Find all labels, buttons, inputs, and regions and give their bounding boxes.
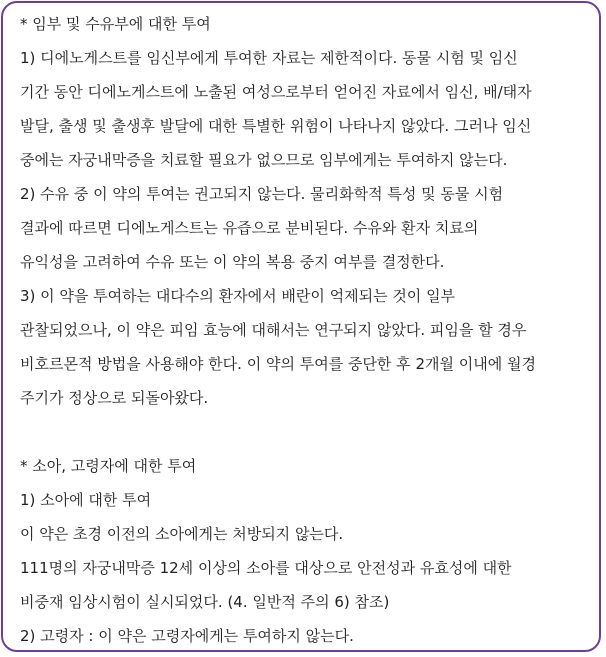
text-line: 1) 디에노게스트를 임신부에게 투여한 자료는 제한적이다. 동물 시험 및 임신 — [20, 49, 518, 67]
text-line: 주기가 정상으로 되돌아왔다. — [20, 389, 209, 407]
text-line: 결과에 따르면 디에노게스트는 유즙으로 분비된다. 수유와 환자 치료의 — [20, 219, 479, 237]
document-content — [3, 3, 599, 652]
text-line: 기간 동안 디에노게스트에 노출된 여성으로부터 얻어진 자료에서 임신, 배/태자 — [20, 83, 532, 101]
text-line: 비호르몬적 방법을 사용해야 한다. 이 약의 투여를 중단한 후 2개월 이내에 월경 — [20, 355, 536, 373]
text-line: 관찰되었으나, 이 약은 피임 효능에 대해서는 연구되지 않았다. 피임을 할 경우 — [20, 321, 527, 339]
text-line: 비중재 임상시험이 실시되었다. (4. 일반적 주의 6) 참조) — [20, 593, 390, 611]
section-heading-pediatric-elderly: * 소아, 고령자에 대한 투여 — [20, 457, 197, 475]
text-line: 2) 고령자 : 이 약은 고령자에게는 투여하지 않는다. — [20, 627, 354, 645]
text-line: 3) 이 약을 투여하는 대다수의 환자에서 배란이 억제되는 것이 일부 — [20, 287, 456, 305]
document-card — [1, 1, 601, 652]
section-spacer — [20, 415, 591, 449]
text-line: 2) 수유 중 이 약의 투여는 권고되지 않는다. 물리화학적 특성 및 동물 시험 — [20, 185, 504, 203]
text-line: 유익성을 고려하여 수유 또는 이 약의 복용 중지 여부를 결정한다. — [20, 253, 445, 271]
text-line: 111명의 자궁내막증 12세 이상의 소아를 대상으로 안전성과 유효성에 대한 — [20, 559, 512, 577]
text-line: 1) 소아에 대한 투여 — [20, 491, 152, 509]
text-line: 발달, 출생 및 출생후 발달에 대한 특별한 위험이 나타나지 않았다. 그러나 임신 — [20, 117, 532, 135]
text-line: 이 약은 초경 이전의 소아에게는 처방되지 않는다. — [20, 525, 344, 543]
section-heading-pregnancy: * 임부 및 수유부에 대한 투여 — [20, 15, 211, 33]
text-line: 중에는 자궁내막증을 치료할 필요가 없으므로 임부에게는 투여하지 않는다. — [20, 151, 508, 169]
